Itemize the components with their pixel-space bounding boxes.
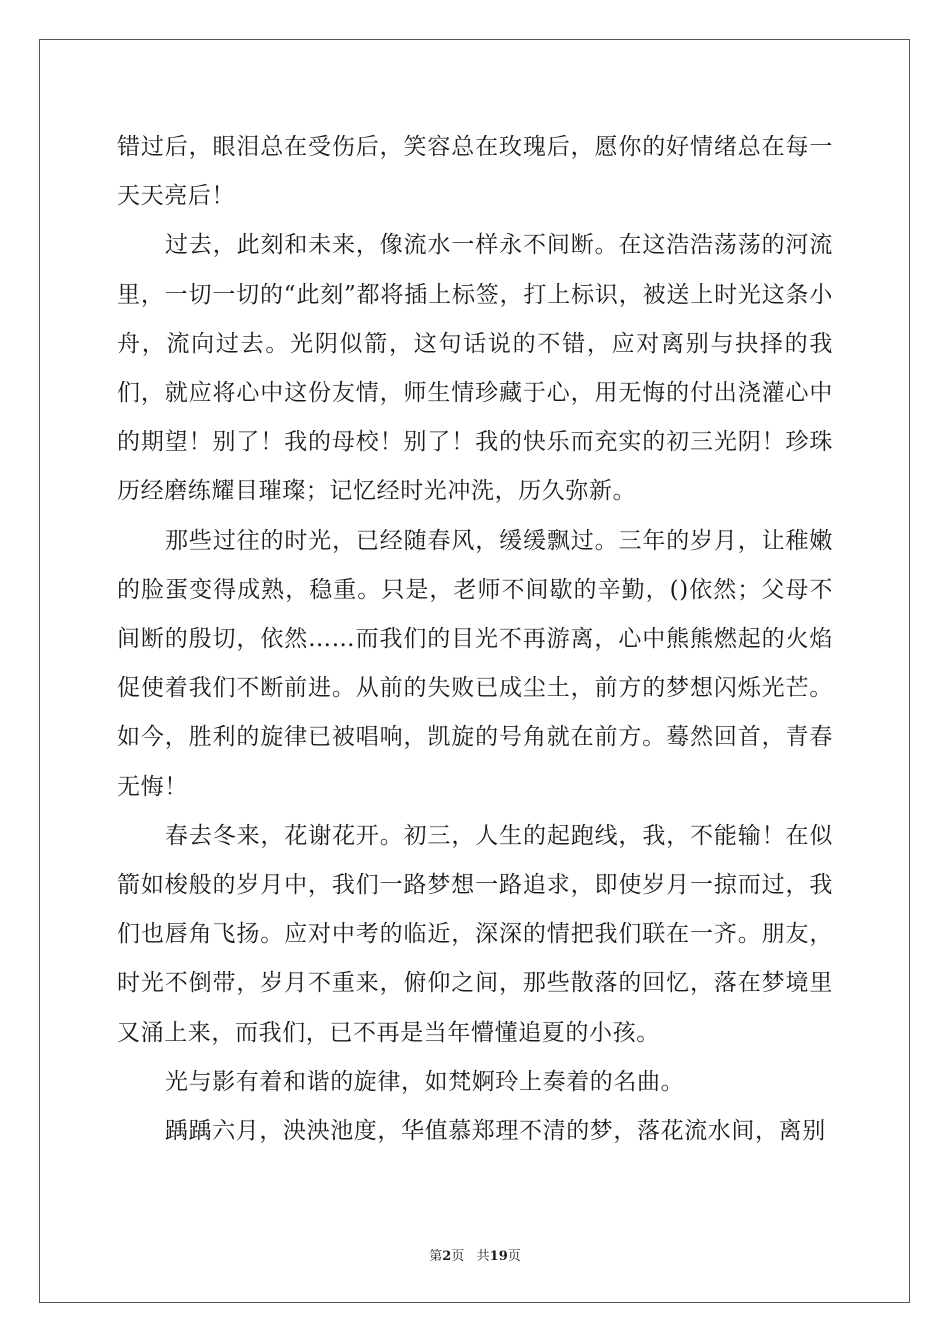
document-body: [117, 123, 833, 1156]
paragraph: 过去，此刻和未来，像流水一样永不间断。在这浩浩荡荡的河流里，一切一切的“此刻”都将插上标签，打上标识，被送上时光这条小舟，流向过去。光阴似箭，这句话说的不错，应对离别与抉择的我们，就应将心中这份友情，师生情珍藏于心，用无悔的付出浇灌心中的期望！别了！我的母校！别了！我的快乐而充实的初三光阴！珍珠历经磨练耀目璀璨；记忆经时光冲洗，历久弥新。: [117, 232, 833, 505]
page-footer: [0, 1248, 950, 1266]
page-number-suffix: 页: [507, 1249, 521, 1264]
paragraph: 踽踽六月，泱泱池度，华值慕郑理不清的梦，落花流水间，离别: [165, 1118, 826, 1145]
paragraph: 光与影有着和谐的旋律，如梵婀玲上奏着的名曲。: [165, 1068, 685, 1095]
paragraph: 那些过往的时光，已经随春风，缓缓飘过。三年的岁月，让稚嫩的脸蛋变得成熟，稳重。只是，老师不间歇的辛勤，()依然；父母不间断的殷切，依然……而我们的目光不再游离，心中熊熊燃起的火焰促使着我们不断前进。从前的失败已成尘土，前方的梦想闪烁光芒。如今，胜利的旋律已被唱响，凯旋的号角就在前方。蓦然回首，青春无悔！: [117, 527, 833, 800]
page-number-mid: 页 共: [451, 1249, 490, 1264]
page-number-total: 19: [489, 1249, 508, 1264]
page-number-current: 2: [442, 1249, 452, 1264]
paragraph: 春去冬来，花谢花开。初三，人生的起跑线，我，不能输！在似箭如梭般的岁月中，我们一路梦想一路追求，即使岁月一掠而过，我们也唇角飞扬。应对中考的临近，深深的情把我们联在一齐。朋友，时光不倒带，岁月不重来，俯仰之间，那些散落的回忆，落在梦境里又涌上来，而我们，已不再是当年懵懂追夏的小孩。: [117, 822, 833, 1046]
paragraph-continued: 错过后，眼泪总在受伤后，笑容总在玫瑰后，愿你的好情绪总在每一天天亮后！: [117, 134, 833, 210]
page-number-prefix: 第: [429, 1249, 443, 1264]
